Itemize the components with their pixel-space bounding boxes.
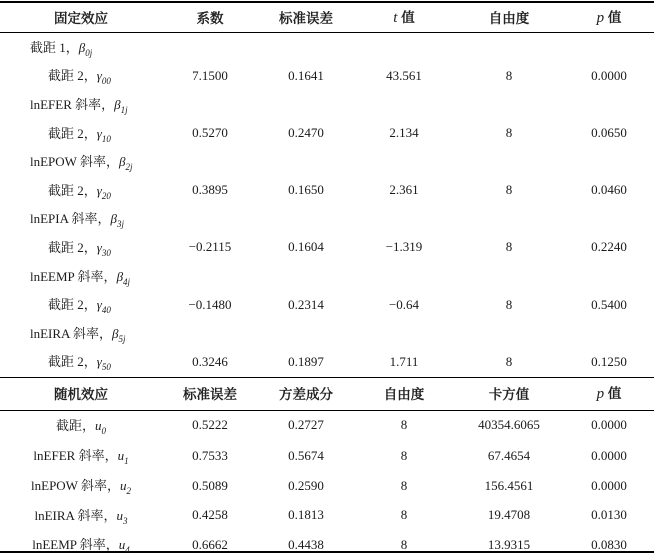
table-row: [0, 500, 654, 530]
table-cell: [564, 262, 654, 291]
row-label: [0, 205, 162, 234]
label-symbol: β: [118, 154, 126, 170]
table-cell: 0.1813: [288, 507, 324, 523]
table-cell: 0.6662: [192, 536, 228, 552]
row-label: [0, 176, 162, 205]
row-label: [0, 441, 162, 471]
label-symbol: β: [114, 96, 121, 112]
label-symbol: γ: [96, 125, 102, 141]
table-cell: [258, 147, 354, 176]
table-cell: 0.7533: [192, 447, 228, 463]
label-symbol: γ: [96, 239, 102, 255]
header-df: 自由度: [488, 10, 530, 26]
table-cell: 67.4654: [487, 447, 531, 463]
label-text: lnEIRA 斜率，: [34, 507, 117, 523]
table-row: [0, 62, 654, 91]
header-std-error: 标准误差: [279, 10, 333, 26]
p-symbol: p: [596, 386, 605, 403]
table-cell: 0.5400: [591, 296, 627, 312]
label-text: lnEPOW 斜率，: [30, 154, 119, 170]
table-cell: [454, 90, 564, 119]
table-cell: 8: [505, 125, 513, 141]
label-text: 截距 1，: [30, 39, 79, 55]
row-label: [0, 62, 162, 91]
table-cell: [258, 33, 354, 62]
table-cell: 0.0130: [591, 507, 627, 523]
label-text: 截距 2，: [48, 68, 97, 84]
table-cell: 0.0000: [591, 477, 627, 493]
table-row: [0, 471, 654, 501]
table-cell: [162, 33, 258, 62]
row-label: [0, 348, 162, 377]
label-symbol: γ: [96, 297, 102, 313]
row-label: [0, 33, 162, 62]
label-symbol: γ: [96, 68, 102, 84]
table-row: [0, 233, 654, 262]
label-subscript: 2: [126, 486, 131, 497]
table-cell: 0.0000: [591, 417, 627, 433]
table-cell: 0.0000: [591, 447, 627, 463]
table-cell: 0.1250: [591, 353, 627, 369]
header-df: 自由度: [383, 386, 425, 402]
row-label: [0, 530, 162, 560]
table-cell: [564, 319, 654, 348]
table-cell: 43.561: [386, 67, 422, 83]
table-cell: 0.5089: [192, 477, 228, 493]
table-cell: −1.319: [385, 239, 423, 255]
label-subscript: 5j: [118, 333, 126, 344]
table-cell: [564, 147, 654, 176]
table-row: [0, 33, 654, 62]
label-symbol: β: [116, 268, 124, 284]
label-symbol: γ: [96, 182, 102, 198]
table-row: [0, 176, 654, 205]
table-row: [0, 441, 654, 471]
row-label: [0, 233, 162, 262]
header-std-error: 标准误差: [183, 386, 237, 402]
label-symbol: β: [111, 325, 119, 341]
table-cell: [258, 262, 354, 291]
table-cell: 0.5674: [288, 447, 324, 463]
table-cell: −0.1480: [188, 296, 232, 312]
header-p-value: p 值: [596, 10, 622, 26]
table-cell: 0.3895: [192, 182, 228, 198]
table-cell: [162, 205, 258, 234]
table-row: [0, 205, 654, 234]
label-text: lnEPOW 斜率，: [31, 478, 120, 494]
header-chi-square: 卡方值: [488, 386, 530, 402]
table-cell: 8: [400, 477, 408, 493]
row-label: [0, 119, 162, 148]
label-subscript: 4: [125, 545, 130, 556]
label-text: 截距 2，: [48, 354, 97, 370]
table-row: [0, 119, 654, 148]
table-cell: [564, 205, 654, 234]
label-symbol: u: [116, 507, 123, 523]
label-symbol: u: [118, 537, 126, 553]
label-text: lnEEMP 斜率，: [30, 268, 117, 284]
table-cell: 19.4708: [487, 507, 531, 523]
label-text: 截距 2，: [48, 239, 97, 255]
label-text: 截距 2，: [48, 125, 97, 141]
table-cell: [162, 262, 258, 291]
table-cell: 0.1604: [288, 239, 324, 255]
table-cell: 0.2240: [591, 239, 627, 255]
table-cell: 0.0000: [591, 67, 627, 83]
table-cell: [162, 147, 258, 176]
label-text: lnEFER 斜率，: [33, 448, 118, 464]
table-cell: [258, 90, 354, 119]
table-cell: 8: [400, 536, 408, 552]
table-cell: [454, 319, 564, 348]
label-text: 截距 2，: [48, 297, 97, 313]
table-row: [0, 262, 654, 291]
label-text: lnEFER 斜率，: [30, 96, 115, 112]
header-t-value: t 值: [393, 10, 415, 26]
table-cell: 8: [400, 447, 408, 463]
table-cell: [454, 205, 564, 234]
label-symbol: γ: [96, 354, 102, 370]
table-cell: 7.1500: [192, 67, 228, 83]
label-text: 截距，: [55, 417, 95, 433]
label-subscript: 3: [122, 515, 128, 526]
random-effects-header: [0, 376, 654, 409]
header-p-value: [564, 376, 654, 409]
label-subscript: 50: [101, 362, 111, 373]
header-random-effects: 随机效应: [54, 386, 108, 402]
table-cell: [454, 262, 564, 291]
table-cell: 40354.6065: [478, 417, 540, 433]
table-cell: 8: [505, 353, 513, 369]
table-cell: 0.2727: [288, 417, 324, 433]
table-row: [0, 147, 654, 176]
fixed-effects-header: [0, 0, 654, 33]
label-subscript: 4j: [123, 276, 131, 287]
table-cell: [258, 319, 354, 348]
table-cell: 0.2590: [288, 477, 324, 493]
table-cell: 0.0650: [591, 125, 627, 141]
table-cell: 0.2314: [288, 296, 324, 312]
row-label: [0, 290, 162, 319]
table-cell: [354, 147, 454, 176]
table-cell: 8: [400, 417, 408, 433]
p-value-word: 值: [607, 386, 622, 402]
table-cell: [564, 90, 654, 119]
table-cell: 8: [505, 296, 513, 312]
row-label: [0, 90, 162, 119]
table-cell: 0.5222: [192, 417, 228, 433]
table-cell: 8: [505, 182, 513, 198]
table-cell: 0.1650: [288, 182, 324, 198]
label-subscript: 0: [101, 425, 106, 436]
table-cell: 0.1641: [288, 67, 324, 83]
row-label: [0, 319, 162, 348]
row-label: [0, 409, 162, 441]
table-cell: 0.1897: [288, 353, 324, 369]
row-label: [0, 147, 162, 176]
table-cell: −0.2115: [188, 239, 232, 255]
label-subscript: 1j: [120, 104, 128, 115]
table-cell: 0.4438: [288, 536, 324, 552]
label-symbol: u: [117, 448, 125, 464]
table-cell: 8: [505, 239, 513, 255]
table-cell: [354, 319, 454, 348]
label-text: lnEIRA 斜率，: [30, 325, 112, 341]
table-cell: 13.9315: [487, 536, 531, 552]
table-row: [0, 348, 654, 377]
table-cell: 0.4258: [192, 507, 228, 523]
table-cell: [354, 205, 454, 234]
label-symbol: u: [119, 478, 127, 494]
table-cell: 1.711: [389, 353, 419, 369]
label-subscript: 1: [124, 456, 129, 467]
table-cell: 0.3246: [192, 353, 228, 369]
table-cell: [258, 205, 354, 234]
label-subscript: 00: [101, 76, 111, 87]
label-subscript: 20: [101, 190, 111, 201]
header-fixed-effects: 固定效应: [54, 10, 108, 26]
table-cell: 0.5270: [192, 125, 228, 141]
label-subscript: 3j: [117, 219, 125, 230]
row-label: [0, 471, 162, 501]
label-symbol: β: [110, 211, 118, 227]
label-subscript: 2j: [125, 162, 133, 173]
table-cell: [564, 33, 654, 62]
label-subscript: 0j: [85, 47, 93, 58]
table-cell: [454, 33, 564, 62]
row-label: [0, 500, 162, 530]
row-label: [0, 262, 162, 291]
table-cell: 8: [400, 507, 408, 523]
table-cell: −0.64: [388, 296, 420, 312]
label-subscript: 30: [101, 247, 111, 258]
label-subscript: 10: [101, 133, 111, 144]
header-variance-component: 方差成分: [279, 386, 333, 402]
table-row: [0, 319, 654, 348]
label-text: lnEPIA 斜率，: [30, 211, 111, 227]
table-cell: [454, 147, 564, 176]
label-text: 截距 2，: [48, 182, 97, 198]
table-cell: 0.2470: [288, 125, 324, 141]
table-row: [0, 409, 654, 441]
table-cell: [162, 319, 258, 348]
table-cell: 0.0460: [591, 182, 627, 198]
table-cell: [162, 90, 258, 119]
table-cell: [354, 33, 454, 62]
table-cell: 2.134: [389, 125, 419, 141]
table-cell: 8: [505, 67, 513, 83]
table-cell: [354, 90, 454, 119]
table-cell: 2.361: [389, 182, 419, 198]
table-row: [0, 90, 654, 119]
header-coefficient: 系数: [196, 10, 224, 26]
table-cell: 156.4561: [484, 477, 534, 493]
table-cell: 0.0830: [591, 536, 627, 552]
label-symbol: u: [95, 417, 102, 433]
label-symbol: β: [78, 39, 86, 55]
table-cell: [354, 262, 454, 291]
table-row: [0, 530, 654, 560]
table-row: [0, 290, 654, 319]
label-subscript: 40: [101, 305, 111, 316]
label-text: lnEEMP 斜率，: [32, 537, 119, 553]
